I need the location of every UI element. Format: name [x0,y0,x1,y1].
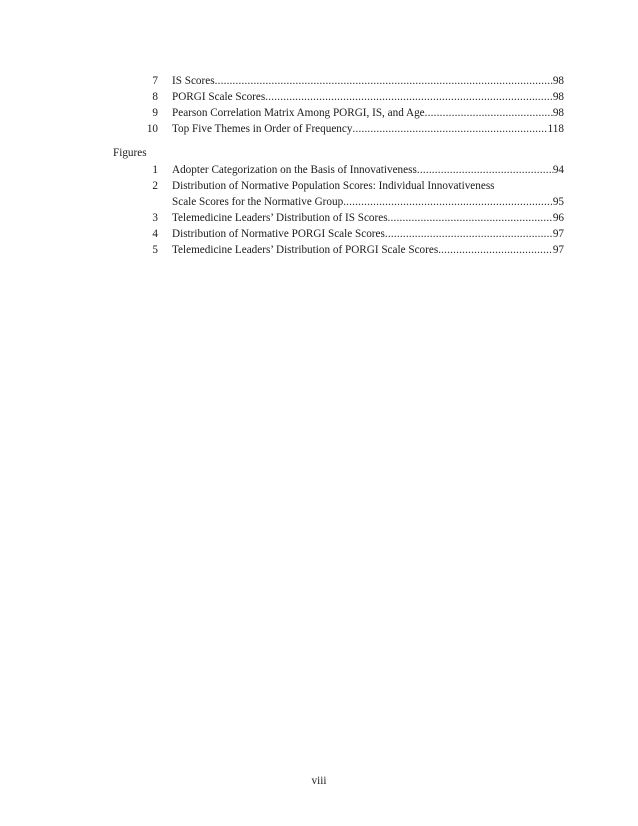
entry-number: 7 [152,75,158,87]
entry-page: 98 [552,107,564,119]
tables-list [0,73,638,137]
toc-entry-figure-2-continued [0,194,638,210]
dot-leader [417,162,553,178]
entry-title: Adopter Categorization on the Basis of Innovativeness [172,164,417,176]
toc-entry-figure-1 [0,162,638,178]
dot-leader [385,226,553,242]
entry-page: 118 [547,123,564,135]
entry-title: Pearson Correlation Matrix Among PORGI, IS, and Age [172,107,425,119]
entry-title: Distribution of Normative PORGI Scale Scores [172,228,385,240]
entry-page: 94 [552,164,564,176]
dot-leader [352,121,547,137]
toc-entry-figure-3 [0,210,638,226]
entry-title: PORGI Scale Scores [172,91,266,103]
entry-title: IS Scores [172,75,215,87]
entry-page: 97 [552,228,564,240]
entry-page: 96 [552,212,564,224]
figures-list [0,162,638,258]
entry-page: 97 [552,244,564,256]
toc-entry-table-9 [0,105,638,121]
figures-heading: Figures [113,147,147,159]
entry-number: 3 [152,212,158,224]
entry-title: Telemedicine Leaders’ Distribution of PORGI Scale Scores [172,244,439,256]
toc-entry-table-7 [0,73,638,89]
dot-leader [438,242,553,258]
toc-entry-figure-5 [0,242,638,258]
toc-entry-figure-2 [0,178,638,194]
entry-number: 1 [152,164,158,176]
page-number: viii [311,775,327,787]
dot-leader [215,73,553,89]
entry-title-line1: Distribution of Normative Population Scores: Individual Innovativeness [172,180,495,192]
entry-number: 5 [152,244,158,256]
entry-number: 2 [152,180,158,192]
entry-number: 10 [146,123,158,135]
entry-number: 8 [152,91,158,103]
entry-title: Top Five Themes in Order of Frequency [172,123,353,135]
entry-title: Telemedicine Leaders’ Distribution of IS Scores [172,212,388,224]
dot-leader [343,194,553,210]
entry-title-line2: Scale Scores for the Normative Group [172,196,344,208]
toc-entry-figure-4 [0,226,638,242]
toc-entry-table-8 [0,89,638,105]
entry-page: 98 [552,75,564,87]
entry-number: 4 [152,228,158,240]
dot-leader [265,89,553,105]
dot-leader [388,210,553,226]
toc-entry-table-10 [0,121,638,137]
dot-leader [425,105,553,121]
entry-page: 95 [552,196,564,208]
entry-number: 9 [152,107,158,119]
entry-page: 98 [552,91,564,103]
